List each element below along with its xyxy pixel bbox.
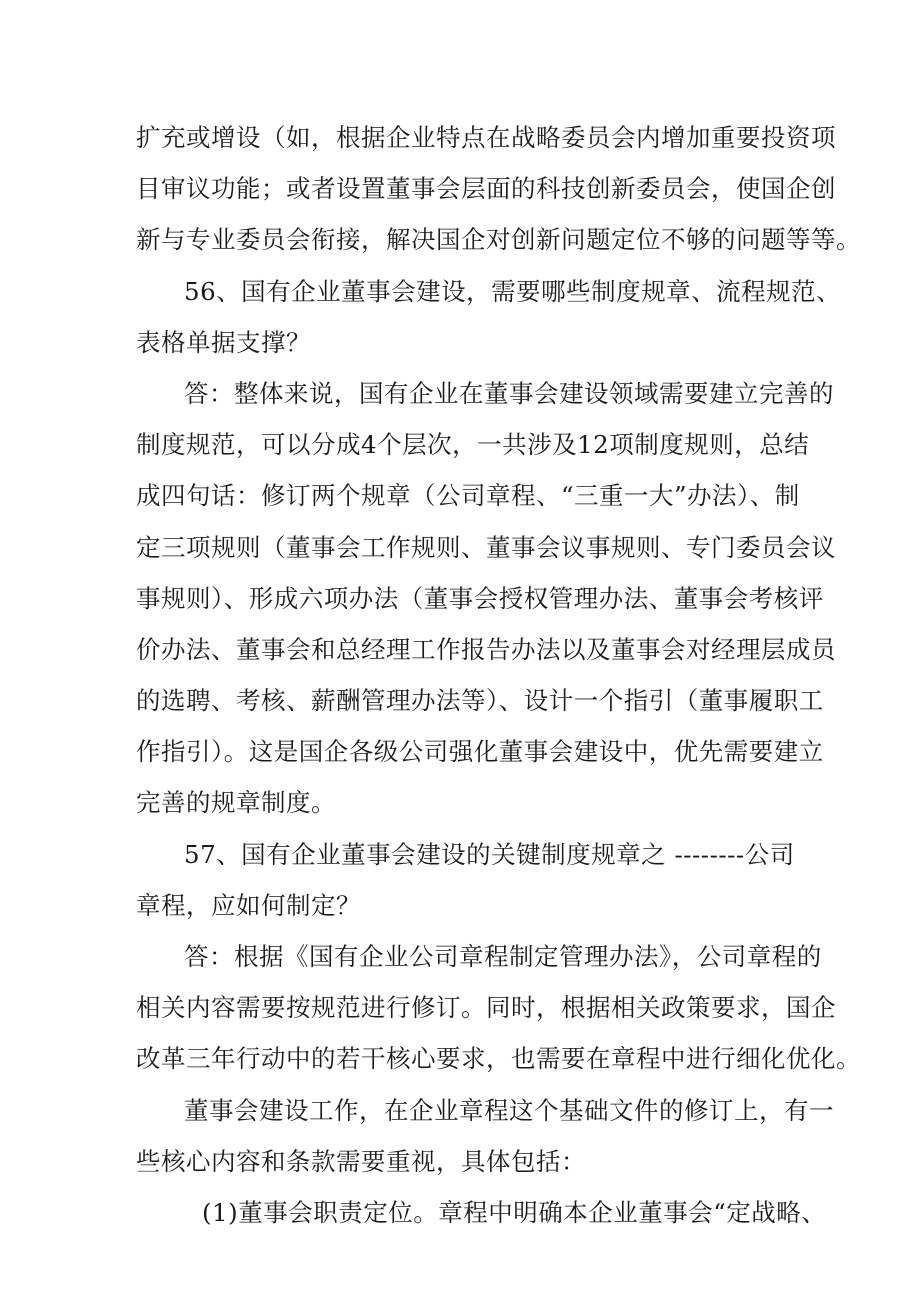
answer-56-line: 答：整体来说，国有企业在董事会建设领域需要建立完善的 — [184, 378, 834, 408]
answer-56-line: 价办法、董事会和总经理工作报告办法以及董事会对经理层成员 — [136, 634, 836, 664]
answer-56-line: 定三项规则（董事会工作规则、董事会议事规则、专门委员会议 — [136, 532, 836, 562]
answer-56-line: 事规则）、形成六项办法（董事会授权管理办法、董事会考核评 — [136, 583, 824, 613]
paragraph-line: 新与专业委员会衔接，解决国企对创新问题定位不够的问题等等。 — [136, 225, 861, 255]
answer-56-line: 作指引）。这是国企各级公司强化董事会建设中，优先需要建立 — [136, 737, 824, 767]
answer-56-line: 的选聘、考核、薪酬管理办法等）、设计一个指引（董事履职工 — [136, 686, 824, 716]
question-57-line: 章程，应如何制定？ — [136, 890, 361, 920]
answer-57-line: 答：根据《国有企业公司章程制定管理办法》，公司章程的 — [184, 942, 822, 971]
answer-56-line: 完善的规章制度。 — [136, 788, 336, 818]
paragraph-line: 董事会建设工作，在企业章程这个基础文件的修订上，有一 — [184, 1095, 834, 1125]
answer-57-line: 相关内容需要按规范进行修订。同时，根据相关政策要求，国企 — [136, 993, 836, 1023]
paragraph-line-continuation: 扩充或增设（如，根据企业特点在战略委员会内增加重要投资项 — [136, 123, 836, 152]
document-body — [136, 112, 861, 1238]
paragraph-line: 目审议功能；或者设置董事会层面的科技创新委员会，使国企创 — [136, 174, 836, 204]
paragraph-line: 些核心内容和条款需要重视，具体包括： — [136, 1146, 586, 1176]
question-56-line: 56、国有企业董事会建设，需要哪些制度规章、流程规范、 — [184, 276, 842, 306]
answer-57-line: 改革三年行动中的若干核心要求，也需要在章程中进行细化优化。 — [136, 1044, 861, 1074]
question-57-line: 57、国有企业董事会建设的关键制度规章之 --------公司 — [184, 839, 795, 869]
answer-56-line: 成四句话：修订两个规章（公司章程、“三重一大”办法）、制 — [136, 481, 800, 511]
list-item-1-line: (1)董事会职责定位。章程中明确本企业董事会“定战略、 — [202, 1197, 827, 1227]
answer-56-line: 制度规范，可以分成4个层次，一共涉及12项制度规则，总结 — [136, 430, 810, 460]
question-56-line: 表格单据支撑？ — [136, 327, 311, 357]
